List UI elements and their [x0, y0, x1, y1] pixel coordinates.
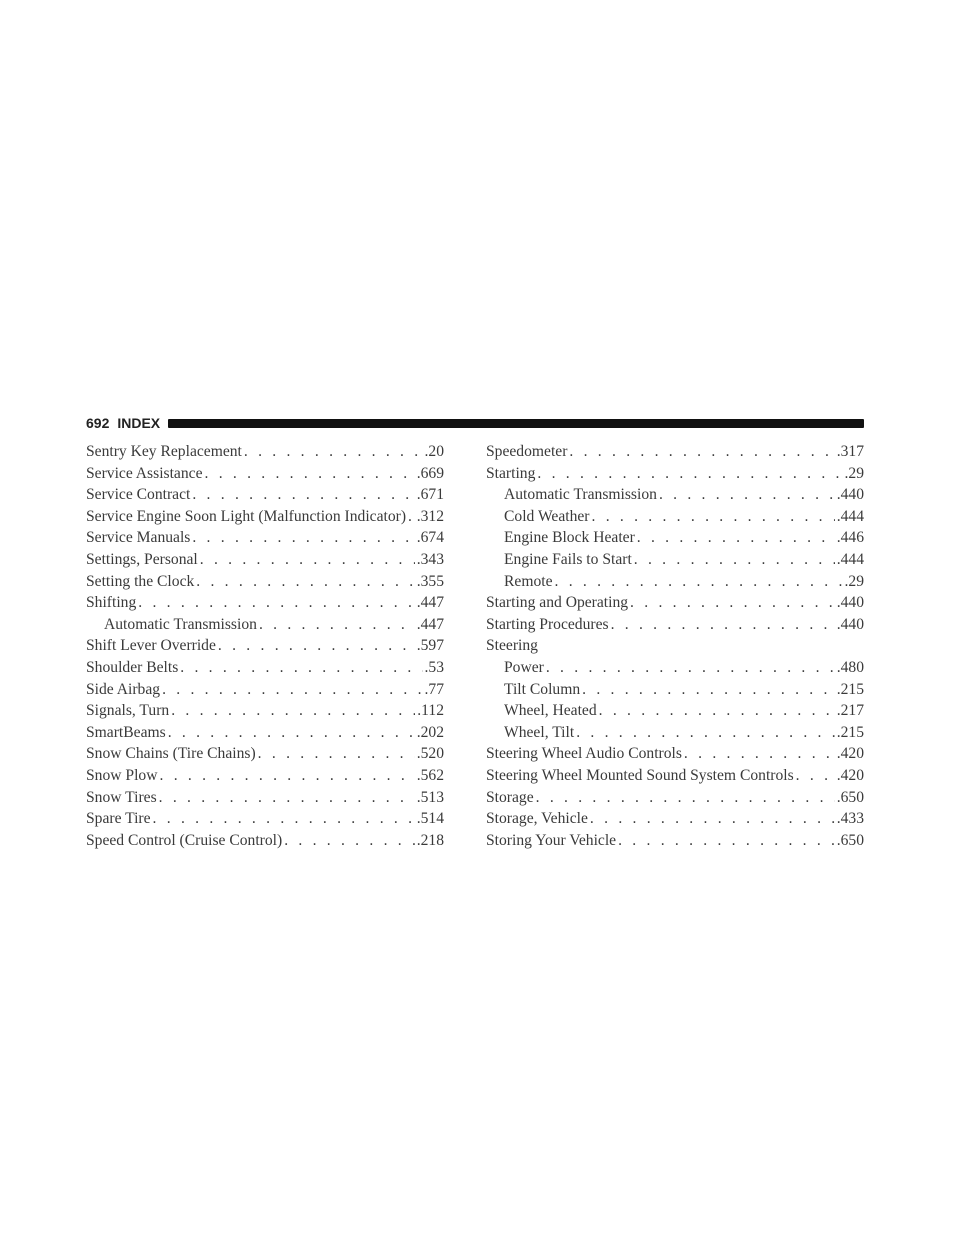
index-entry [486, 787, 864, 809]
index-term: Wheel, Heated [504, 702, 597, 720]
index-term: Service Manuals [86, 529, 191, 547]
index-term: Shoulder Belts [86, 658, 179, 676]
dot-leader [536, 787, 835, 809]
index-page-ref: .447 [416, 594, 444, 612]
index-term: Shift Lever Override [86, 637, 216, 655]
index-entry [86, 808, 444, 830]
index-page-ref: .420 [836, 745, 864, 763]
index-column-right [486, 441, 864, 851]
dot-leader [138, 592, 414, 614]
index-entry [86, 700, 444, 722]
index-term: Automatic Transmission [104, 615, 257, 633]
index-page-ref: .447 [416, 615, 444, 633]
index-page-ref: .202 [416, 723, 444, 741]
index-entry [486, 830, 864, 852]
dot-leader [171, 700, 415, 722]
index-subentry [486, 722, 864, 744]
dot-leader [555, 571, 843, 593]
index-term: Storage, Vehicle [486, 810, 588, 828]
dot-leader [576, 722, 835, 744]
index-term: Setting the Clock [86, 572, 195, 590]
index-term: Starting and Operating [486, 594, 629, 612]
index-page-ref: .343 [416, 550, 444, 568]
dot-leader [180, 657, 422, 679]
index-term: Settings, Personal [86, 550, 198, 568]
dot-leader [684, 743, 835, 765]
index-subentry [486, 657, 864, 679]
index-term: Automatic Transmission [504, 486, 657, 504]
dot-leader [408, 506, 415, 528]
index-entry [86, 484, 444, 506]
index-term: Service Engine Soon Light (Malfunction Indicator) [86, 507, 407, 525]
dot-leader [582, 679, 835, 701]
index-entry [486, 743, 864, 765]
dot-leader [590, 808, 835, 830]
header-rule [168, 419, 864, 428]
index-entry [86, 657, 444, 679]
index-term: Snow Tires [86, 788, 157, 806]
dot-leader [611, 614, 835, 636]
index-page-ref: .513 [416, 788, 444, 806]
index-term: Snow Chains (Tire Chains) [86, 745, 256, 763]
index-page-ref: .444 [836, 507, 864, 525]
index-page-ref: .514 [416, 810, 444, 828]
index-page-ref: .29 [844, 572, 864, 590]
index-term: Engine Block Heater [504, 529, 635, 547]
dot-leader [630, 592, 835, 614]
index-term: SmartBeams [86, 723, 166, 741]
dot-leader [192, 484, 414, 506]
index-term: Steering Wheel Audio Controls [486, 745, 682, 763]
index-term: Service Assistance [86, 464, 203, 482]
index-entry [86, 679, 444, 701]
index-page-ref: .312 [416, 507, 444, 525]
index-page-ref: .317 [836, 443, 864, 460]
index-column-left [86, 441, 444, 851]
index-term: Spare Tire [86, 810, 151, 828]
index-entry [86, 549, 444, 571]
index-subentry [486, 527, 864, 549]
index-page-ref: .433 [836, 810, 864, 828]
dot-leader [284, 830, 415, 852]
index-subentry [486, 679, 864, 701]
index-term: Starting Procedures [486, 615, 609, 633]
index-entry [486, 808, 864, 830]
index-subentry [486, 484, 864, 506]
index-page-ref: .217 [836, 702, 864, 720]
section-title: INDEX [117, 415, 161, 431]
index-entry [86, 722, 444, 744]
index-page-ref: .440 [836, 594, 864, 612]
index-term: Storage [486, 788, 534, 806]
index-entry [486, 592, 864, 614]
dot-leader [168, 722, 415, 744]
index-page-ref: .112 [417, 702, 444, 720]
page-number: 692 [86, 415, 110, 431]
index-subentry [486, 571, 864, 593]
index-entry [486, 441, 864, 463]
index-page-ref: .446 [836, 529, 864, 547]
dot-leader [153, 808, 415, 830]
index-page-ref: .29 [844, 464, 864, 482]
index-page-ref: .669 [416, 464, 444, 482]
index-entry [86, 830, 444, 852]
index-page-ref: .597 [416, 637, 444, 655]
index-term: Sentry Key Replacement [86, 443, 242, 460]
index-page-ref: .674 [416, 529, 444, 547]
index-entry [86, 743, 444, 765]
index-entry [486, 463, 864, 485]
index-term: Cold Weather [504, 507, 590, 525]
index-term: Remote [504, 572, 553, 590]
dot-leader [796, 765, 835, 787]
dot-leader [159, 787, 415, 809]
index-page-ref: .20 [424, 443, 444, 460]
dot-leader [200, 549, 415, 571]
index-page-ref: .520 [416, 745, 444, 763]
index-page-ref: .650 [836, 788, 864, 806]
index-subentry [486, 506, 864, 528]
dot-leader [192, 527, 414, 549]
index-page-ref: .215 [836, 680, 864, 698]
index-term: Storing Your Vehicle [486, 831, 617, 849]
index-entry [486, 614, 864, 636]
dot-leader [592, 506, 835, 528]
dot-leader [259, 614, 415, 636]
index-term: Speed Control (Cruise Control) [86, 831, 283, 849]
dot-leader [599, 700, 835, 722]
index-page-ref: .440 [836, 615, 864, 633]
dot-leader [244, 441, 423, 463]
index-page-ref: .650 [836, 831, 864, 849]
dot-leader [637, 527, 835, 549]
index-term: Snow Plow [86, 766, 158, 784]
index-entry [486, 765, 864, 787]
index-entry [86, 635, 444, 657]
index-entry [86, 527, 444, 549]
dot-leader [162, 679, 422, 701]
dot-leader [634, 549, 835, 571]
dot-leader [546, 657, 835, 679]
index-page-ref: .480 [836, 658, 864, 676]
index-term: Steering [486, 637, 538, 655]
dot-leader [659, 484, 835, 506]
index-term: Power [504, 658, 544, 676]
index-subentry [486, 549, 864, 571]
index-entry [86, 787, 444, 809]
index-term: Tilt Column [504, 680, 581, 698]
index-page-ref: .77 [424, 680, 444, 698]
dot-leader [205, 463, 415, 485]
index-subentry [86, 614, 444, 636]
index-page-ref: .420 [836, 766, 864, 784]
index-page-ref: .444 [836, 550, 864, 568]
dot-leader [258, 743, 415, 765]
index-term: Service Contract [86, 486, 191, 504]
index-entry [86, 441, 444, 463]
index-entry [86, 463, 444, 485]
index-term: Starting [486, 464, 536, 482]
index-term: Signals, Turn [86, 702, 170, 720]
index-entry [86, 571, 444, 593]
index-page-ref: .355 [416, 572, 444, 590]
dot-leader [569, 441, 834, 463]
index-page-ref: .440 [836, 486, 864, 504]
dot-leader [196, 571, 414, 593]
index-page-ref: .671 [416, 486, 444, 504]
index-term: Steering Wheel Mounted Sound System Controls [486, 766, 794, 784]
index-page-ref: .218 [416, 831, 444, 849]
index-entry [86, 592, 444, 614]
index-subentry [486, 700, 864, 722]
dot-leader [537, 463, 842, 485]
page-header [86, 414, 864, 432]
dot-leader [618, 830, 835, 852]
index-page-ref: .215 [836, 723, 864, 741]
index-entry [86, 765, 444, 787]
index-term: Shifting [86, 594, 137, 612]
index-term: Speedometer [486, 443, 568, 460]
index-term: Wheel, Tilt [504, 723, 575, 741]
dot-leader [218, 635, 415, 657]
index-term: Engine Fails to Start [504, 550, 632, 568]
index-term: Side Airbag [86, 680, 161, 698]
index-entry [86, 506, 444, 528]
index-page-ref: .53 [424, 658, 444, 676]
index-entry [486, 635, 864, 657]
dot-leader [160, 765, 415, 787]
index-page-ref: .562 [416, 766, 444, 784]
